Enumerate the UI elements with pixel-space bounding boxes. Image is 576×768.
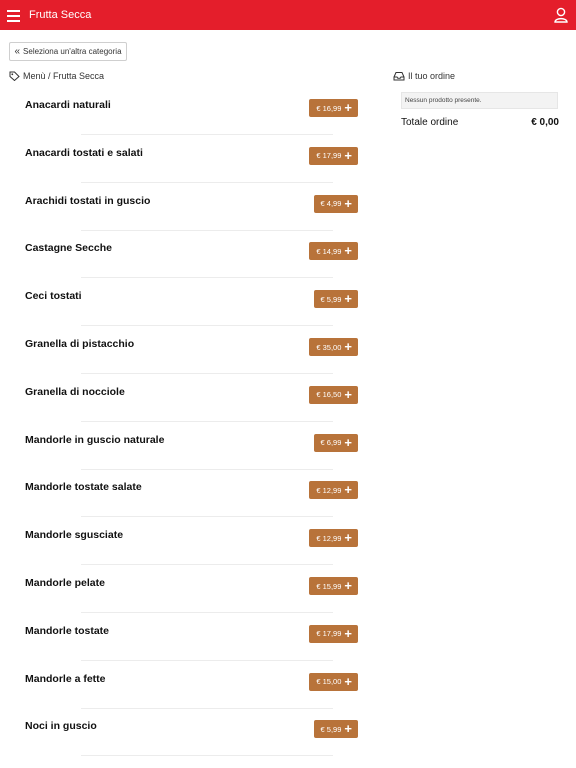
- product-price: € 17,99: [316, 629, 342, 639]
- product-row: [25, 329, 370, 377]
- plus-icon: +: [344, 147, 352, 163]
- product-name: Granella di pistacchio: [25, 338, 135, 350]
- plus-icon: +: [344, 578, 352, 593]
- divider: [81, 230, 333, 231]
- add-to-order-button[interactable]: [309, 99, 358, 117]
- product-name: Castagne Secche: [25, 242, 112, 255]
- plus-icon: +: [344, 721, 352, 737]
- add-to-order-button[interactable]: [309, 242, 358, 260]
- order-header: [393, 71, 455, 81]
- plus-icon: +: [344, 386, 352, 402]
- divider: [81, 421, 333, 422]
- product-row: [25, 664, 370, 712]
- user-icon[interactable]: [554, 7, 568, 23]
- plus-icon: +: [344, 434, 352, 450]
- product-row: [25, 616, 370, 664]
- plus-icon: +: [344, 195, 352, 211]
- inbox-icon: [393, 71, 405, 81]
- divider: [81, 325, 333, 326]
- order-total-label: Totale ordine: [401, 117, 459, 128]
- divider: [81, 660, 333, 661]
- select-other-category-button[interactable]: [9, 42, 127, 61]
- divider: [81, 564, 333, 565]
- product-name: Anacardi naturali: [25, 99, 111, 111]
- product-price: € 4,99: [320, 199, 342, 209]
- back-button-label: Seleziona un'altra categoria: [23, 47, 122, 56]
- order-title: Il tuo ordine: [408, 71, 456, 81]
- divider: [81, 516, 333, 517]
- product-name: Arachidi tostati in guscio: [25, 194, 151, 207]
- product-row: [25, 472, 370, 520]
- plus-icon: +: [344, 673, 352, 689]
- plus-icon: +: [344, 530, 352, 546]
- product-name: Anacardi tostati e salati: [25, 146, 143, 159]
- product-price: € 16,99: [316, 103, 342, 113]
- product-row: [25, 281, 370, 329]
- product-row: [25, 711, 370, 759]
- product-price: € 6,99: [320, 438, 342, 448]
- divider: [81, 469, 333, 470]
- divider: [81, 277, 333, 278]
- order-total-value: € 0,00: [531, 117, 559, 128]
- product-name: Mandorle tostate salate: [25, 481, 142, 494]
- product-price: € 15,99: [316, 581, 342, 591]
- product-price: € 5,99: [320, 294, 342, 304]
- add-to-order-button[interactable]: [314, 195, 358, 213]
- product-name: Noci in guscio: [25, 720, 97, 733]
- product-name: Ceci tostati: [25, 290, 82, 303]
- product-row: [25, 520, 370, 568]
- add-to-order-button[interactable]: [309, 338, 358, 356]
- divider: [81, 373, 333, 374]
- product-name: Mandorle tostate: [25, 624, 110, 637]
- page-title: Frutta Secca: [29, 9, 92, 21]
- add-to-order-button[interactable]: [309, 147, 358, 165]
- product-price: € 16,50: [316, 390, 342, 400]
- top-bar: [0, 0, 576, 30]
- product-row: [25, 233, 370, 281]
- breadcrumb-text: Menù / Frutta Secca: [23, 71, 105, 81]
- product-price: € 12,99: [316, 485, 342, 495]
- add-to-order-button[interactable]: [309, 577, 358, 595]
- product-name: Mandorle a fette: [25, 672, 106, 685]
- product-row: [25, 186, 370, 234]
- add-to-order-button[interactable]: [309, 673, 358, 691]
- plus-icon: +: [344, 100, 352, 115]
- add-to-order-button[interactable]: [314, 290, 358, 308]
- product-price: € 5,99: [320, 724, 342, 734]
- plus-icon: +: [344, 339, 352, 354]
- divider: [81, 612, 333, 613]
- add-to-order-button[interactable]: [309, 625, 358, 643]
- product-row: [25, 138, 370, 186]
- product-price: € 12,99: [316, 533, 342, 543]
- product-row: [25, 90, 370, 138]
- divider: [81, 708, 333, 709]
- product-row: [25, 568, 370, 616]
- plus-icon: +: [344, 482, 352, 498]
- divider: [81, 755, 333, 756]
- product-price: € 35,00: [316, 342, 342, 352]
- divider: [81, 134, 333, 135]
- add-to-order-button[interactable]: [314, 720, 358, 738]
- plus-icon: +: [344, 243, 352, 259]
- breadcrumb: [9, 71, 104, 81]
- product-name: Mandorle pelate: [25, 577, 105, 589]
- product-name: Mandorle in guscio naturale: [25, 433, 165, 446]
- add-to-order-button[interactable]: [309, 481, 358, 499]
- product-name: Granella di nocciole: [25, 385, 125, 398]
- add-to-order-button[interactable]: [309, 529, 358, 547]
- tag-icon: [9, 71, 20, 81]
- add-to-order-button[interactable]: [309, 386, 358, 404]
- empty-order-message: Nessun prodotto presente.: [401, 92, 558, 109]
- add-to-order-button[interactable]: [314, 434, 358, 452]
- product-row: [25, 425, 370, 473]
- product-name: Mandorle sgusciate: [25, 529, 124, 542]
- product-price: € 17,99: [316, 151, 342, 161]
- plus-icon: +: [344, 291, 352, 307]
- double-chevron-left-icon: «: [14, 45, 21, 57]
- product-price: € 14,99: [316, 246, 342, 256]
- product-row: [25, 377, 370, 425]
- hamburger-menu-icon[interactable]: [7, 7, 21, 23]
- plus-icon: +: [344, 625, 352, 641]
- product-price: € 15,00: [316, 677, 342, 687]
- divider: [81, 182, 333, 183]
